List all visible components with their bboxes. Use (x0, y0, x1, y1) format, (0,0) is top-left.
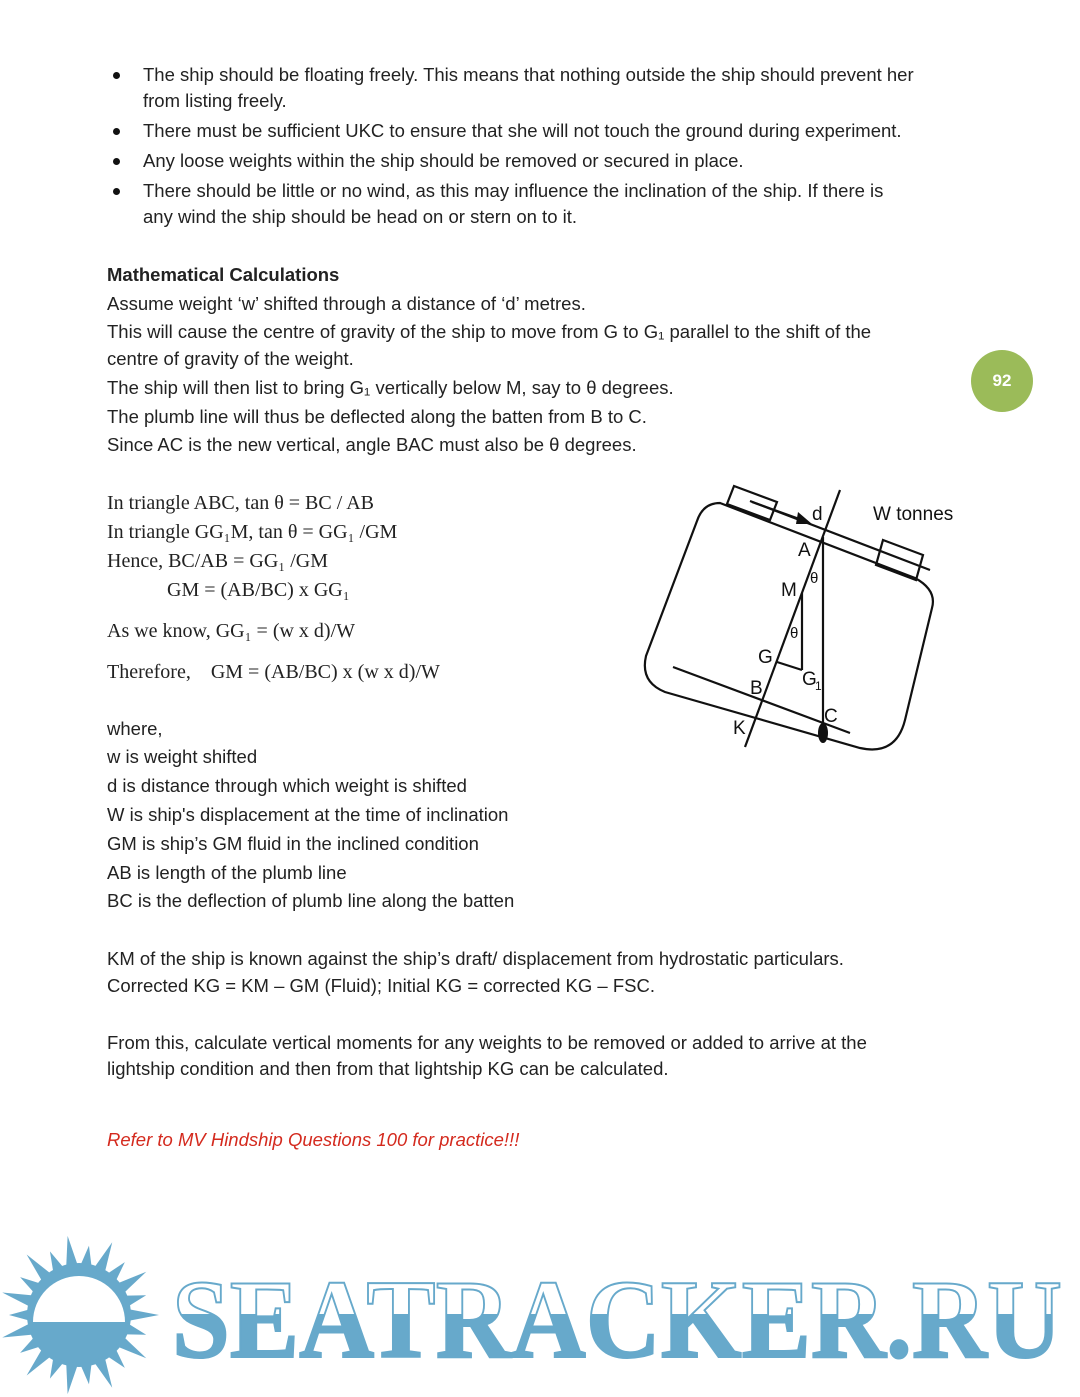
bullet-1-line-2: from listing freely. (143, 90, 287, 111)
label-g1-subscript: 1 (815, 679, 822, 693)
sun-ray (66, 1236, 78, 1269)
label-d: d (812, 504, 823, 525)
sun-icon (2, 1236, 159, 1394)
intro-line: Assume weight ‘w’ shifted through a distance of ‘d’ metres. (107, 293, 586, 314)
from-line: From this, calculate vertical moments for any weights to be removed or added to arrive at the (107, 1032, 867, 1053)
formula-line: In triangle GG₁M, tan θ = GG₁ /GM (107, 521, 398, 543)
section-heading: Mathematical Calculations (107, 264, 340, 285)
sun-ray (116, 1272, 147, 1295)
sun-ray (80, 1246, 92, 1269)
where-line: where, (107, 718, 163, 739)
label-g: G (758, 647, 773, 668)
bullet-dot (113, 128, 120, 135)
sun-ray (80, 1361, 92, 1384)
label-b: B (750, 678, 763, 699)
from-line: lightship condition and then from that lightship KG can be calculated. (107, 1058, 669, 1079)
sun-ray (93, 1356, 112, 1388)
sun-ray (2, 1323, 35, 1338)
bullet-3: Any loose weights within the ship should be removed or secured in place. (143, 150, 744, 171)
where-line: d is distance through which weight is shifted (107, 775, 467, 796)
km-line: KM of the ship is known against the ship’s draft/ displacement from hydrostatic particulars. (107, 948, 844, 969)
arrow-head-icon (796, 512, 812, 524)
label-w-tonnes: W tonnes (873, 504, 954, 525)
bullet-4-line-2: any wind the ship should be head on or stern on to it. (143, 206, 578, 227)
bullet-dot (113, 158, 120, 165)
where-line: BC is the deflection of plumb line along the batten (107, 890, 515, 911)
bullet-dot (113, 72, 120, 79)
intro-line: Since AC is the new vertical, angle BAC must also be θ degrees. (107, 434, 637, 455)
label-a: A (798, 540, 811, 561)
sun-ray (93, 1242, 112, 1274)
label-theta: θ (790, 625, 799, 642)
intro-line: The plumb line will thus be deflected along the batten from B to C. (107, 406, 647, 427)
bullet-dot (113, 188, 120, 195)
intro-line: This will cause the centre of gravity of the ship to move from G to G₁ parallel to the shift of the (107, 321, 872, 342)
weight-box-shifted (876, 540, 923, 580)
sun-ray (127, 1309, 159, 1321)
where-line: GM is ship’s GM fluid in the inclined condition (107, 833, 479, 854)
sun-ray (2, 1292, 35, 1307)
formula-line: GM = (AB/BC) x GG₁ (167, 579, 350, 601)
logo-text: SEATRACKER.RU (172, 1258, 1062, 1382)
inclining-experiment-diagram (630, 480, 980, 760)
bullet-2: There must be sufficient UKC to ensure that she will not touch the ground during experiment. (143, 120, 902, 141)
where-line: W is ship's displacement at the time of inclination (107, 804, 509, 825)
formula-line: As we know, GG₁ = (w x d)/W (107, 620, 356, 642)
g-g1-line (777, 662, 802, 670)
formula-result: Therefore, GM = (AB/BC) x (w x d)/W (107, 661, 440, 683)
where-line: w is weight shifted (107, 746, 258, 767)
practice-reference: Refer to MV Hindship Questions 100 for practice!!! (107, 1129, 520, 1150)
sun-ray (9, 1309, 31, 1321)
formula-line: In triangle ABC, tan θ = BC / AB (107, 492, 374, 514)
label-theta: θ (810, 570, 819, 587)
seatracker-logo (0, 1235, 1080, 1397)
sun-ray (123, 1295, 146, 1307)
sun-ray (123, 1323, 146, 1335)
label-k: K (733, 718, 746, 739)
formula-line: Hence, BC/AB = GG₁ /GM (107, 550, 329, 572)
intro-line: centre of gravity of the weight. (107, 348, 354, 369)
km-line: Corrected KG = KM – GM (Fluid); Initial KG = corrected KG – FSC. (107, 975, 655, 996)
label-c: C (824, 706, 838, 727)
bullet-1-line-1: The ship should be floating freely. This means that nothing outside the ship should prevent her (143, 64, 914, 85)
page-number-badge: 92 (971, 350, 1033, 412)
label-m: M (781, 580, 797, 601)
sun-ray (66, 1361, 78, 1394)
bullet-4-line-1: There should be little or no wind, as this may influence the inclination of the ship. If there is (143, 180, 884, 201)
label-g1: G (802, 669, 817, 690)
where-line: AB is length of the plumb line (107, 862, 347, 883)
intro-line: The ship will then list to bring G₁ vertically below M, say to θ degrees. (107, 377, 674, 398)
sun-ray (116, 1336, 147, 1359)
